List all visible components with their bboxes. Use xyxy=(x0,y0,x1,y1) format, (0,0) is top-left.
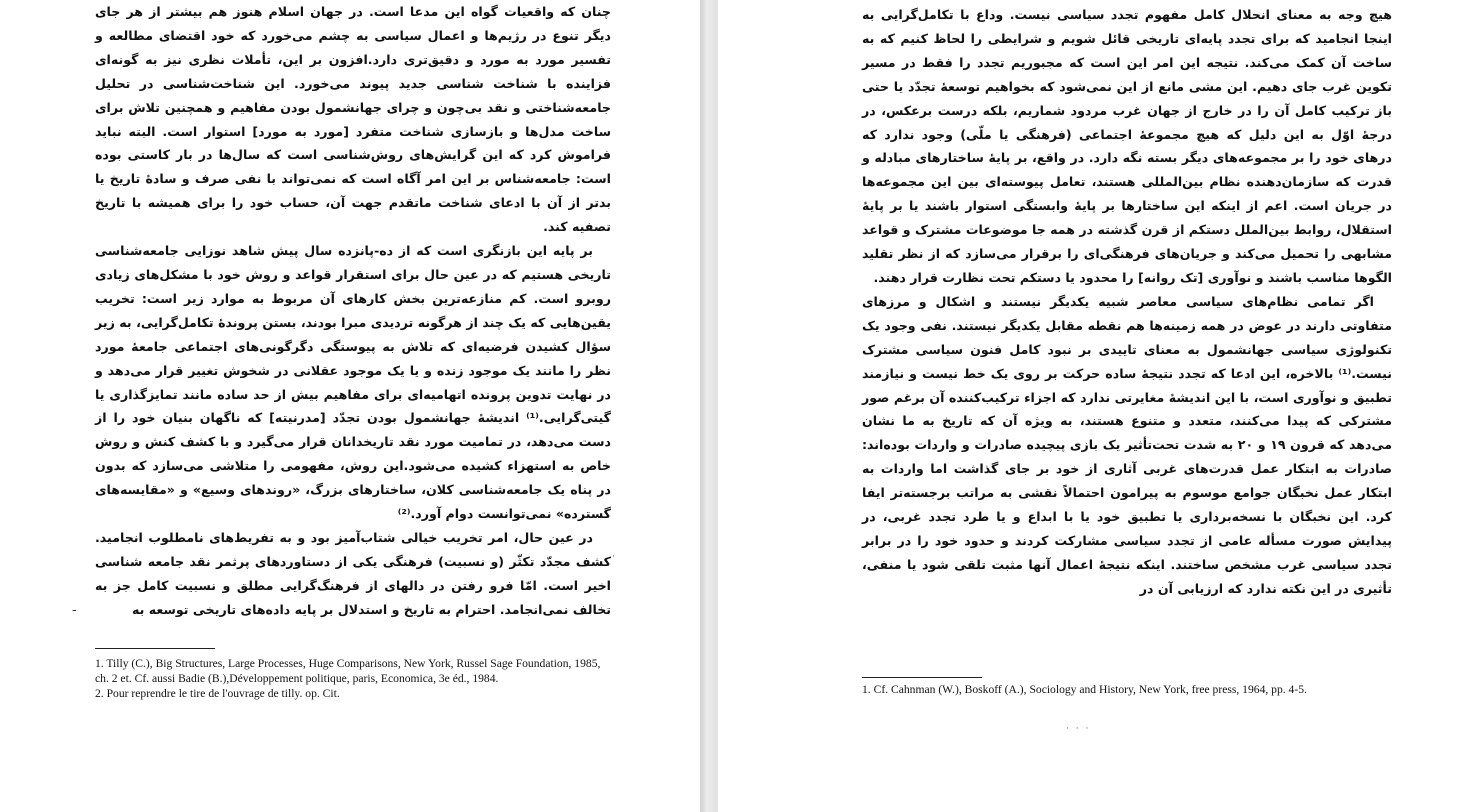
left-footnotes xyxy=(95,657,615,701)
scan-specks: · · · xyxy=(1066,724,1091,734)
left-page-body xyxy=(95,0,611,622)
right-footnotes xyxy=(862,683,1392,698)
right-paragraph-1: هیچ وجه به معنای انحلال کامل مفهوم تجدد سیاسی نیست. وداع با تکامل‌گرایی به اینجا انجامید که برای تجدد پایه‌ای تاریخی قائل شویم و شرایطی را لحاظ کنیم که به ساخت آن کمک می‌کند. نتیجه این امر این است که مجبوریم تجدد را فقط در مسیر تکوین غرب جای دهیم. این مشی مانع از این نمی‌شود که بخواهیم توسعهٔ تجدّد یا حتی باز ترکیب کامل آن را در خارج از جهان غرب مردود شماریم، بلکه درست برعکس، در درجهٔ اوّل به این دلیل که هیچ مجموعهٔ اجتماعی (فرهنگی یا ملّی) وجود ندارد که درهای خود را بر مجموعه‌های دیگر بسته نگه دارد. در واقع، بر پایهٔ ساختارهای مبادله و قدرت که سازمان‌دهنده نظام بین‌المللی هستند، تعامل پیوسته‌ای بین این مجموعه‌ها در جریان است. اعم از اینکه این ساختارها بر پایهٔ وابستگی استوار باشند یا بر پایهٔ استقلال، روابط بین‌الملل دستکم از قرن گذشته در همه جا موضوعات مشترک و قواعد مشابهی را تحمیل می‌کند و جریان‌های فرهنگی‌ای را برقرار می‌سازد که از نظر تقلید الگوها مناسب باشند و نوآوری [تک روانه] را محدود یا دستکم تحت نظارت قرار دهند. xyxy=(862,7,1392,285)
footnote-2: 2. Pour reprendre le tire de l'ouvrage de tilly. op. Cit. xyxy=(95,686,340,700)
left-page xyxy=(0,0,700,812)
right-page-body xyxy=(862,3,1392,601)
scan-specks: · xyxy=(612,552,617,562)
footnote-separator xyxy=(95,648,215,649)
right-paragraph-2: اگر تمامی نظام‌های سیاسی معاصر شبیه یکدیگر نیستند و اشکال و مرزهای متفاوتی دارند در عوض در همه زمینه‌ها هم نقطه مقابل یکدیگر نیستند. نفی وجود یک تکنولوژی سیاسی جهانشمول به معنای تاییدی بر نبود کامل فنون سیاسی مشترک نیست.⁽¹⁾ بالاخره، این ادعا که تجدد نتیجهٔ ساده حرکت بر روی یک خط نیست و نیازمند تطبیق و نوآوری است، با این اندیشهٔ مغایرتی ندارد که اجزاء ترکیب‌کننده آن برغم صور مشترکی که پیدا می‌کنند، متعدد و متنوع هستند، به ویژه آن که تاریخ به ما نشان می‌دهد که قرون ۱۹ و ۲۰ به شدت تحت‌تأثیر یک بازی پیچیده صادرات و واردات بوده‌اند: صادرات به ابتکار عمل قدرت‌های غربی آثاری از خود بر جای گذاشت اما واردات به ابتکار عمل نخبگان جوامع موسوم به پیرامون احتمالاً نقشی به مراتب برجسته‌تر ایفا کرد. این نخبگان با نسخه‌برداری یا تطبیق خود یا با ابداع و یا طرد تجدد غربی، در پیدایش صورت مسأله عامی از تجدد سیاسی مشارکت کردند و حدود خود را در برابر تجدد سیاسی غرب مشخص ساختند. اینکه نتیجهٔ اعمال آنها مثبت تلقی شود یا منفی، تأثیری در این نکته ندارد که ارزیابی آن در xyxy=(862,293,1392,596)
footnote-1: 1. Tilly (C.), Big Structures, Large Processes, Huge Comparisons, New York, Russel Sage Foundation, 1985, ch. 2 et. Cf. aussi Badie (B.),Développement politique, paris, Economica, 3e éd., 1984. xyxy=(95,657,601,685)
footnote-separator xyxy=(862,677,982,678)
footnote-1: 1. Cf. Cahnman (W.), Boskoff (A.), Sociology and History, New York, free press, 1964, pp. 4-5. xyxy=(862,683,1307,696)
left-paragraph-3: در عین حال، امر تخریب خیالی شتاب‌آمیز بود و به تفریط‌های نامطلوب انجامید. کشف مجدّد تکثّر (و نسبیت) فرهنگی یکی از دستاوردهای پرثمر نقد جامعه شناسی اخیر است. امّا فرو رفتن در دالهای از فرهنگ‌گرایی مطلق و نسبیت کامل جز به تخالف نمی‌انجامد. احترام به تاریخ و استدلال بر پایه داده‌های تاریخی توسعه به xyxy=(95,529,611,617)
page-gutter xyxy=(700,0,718,812)
scan-mark: - xyxy=(72,603,77,618)
left-paragraph-2: بر پایه این بازنگری است که از ده-پانزده سال پیش شاهد نوزایی جامعه‌شناسی تاریخی هستیم که در عین حال برای استقرار قواعد و روش خود با مشکل‌های زیادی روبرو است. کم منازعه‌ترین بخش کارهای آن مربوط به موارد زیر است: تخریب یقین‌هایی که یک چند از هرگونه تردیدی مبرا بودند، بستن پروندهٔ تکامل‌گرایی، به زیر سؤال کشیدن فرضیه‌ای که تلاش به پیوستگی دگرگونی‌های اجتماعی جامعهٔ مورد نظر را مانند یک موجود زنده و یا یک موجود عقلانی در شخوش تغییر قرار می‌دهد و در نهایت تدوین پرونده اتهامیه‌ای برای مفاهیم بیش از حد ساده مانند تمایزگذاری یا گیتی‌گرایی.⁽¹⁾ اندیشهٔ جهانشمول بودن تجدّد [مدرنیته] که ناگهان بنیان خود را از دست می‌دهد، در تمامیت مورد نقد تاریخدانان قرار می‌گیرد و با کشف کنش و روش خاص به استهزاء کشیده می‌شود.این روش، مفهومی را متلاشی می‌سازد که بدون در پناه یک جامعه‌شناسی کلان، ساختارهای بزرگ، «روندهای وسیع» و «مقایسه‌های گسترده» نمی‌توانست دوام آورد.⁽²⁾ xyxy=(95,243,611,522)
right-page xyxy=(718,0,1460,812)
left-paragraph-1: چنان که واقعیات گواه این مدعا است. در جهان اسلام هنوز هم بیشتر از هر جای دیگر تنوع در رژیم‌ها و اعمال سیاسی به چشم می‌خورد که خود اقتضای مطالعه و تفسیر مورد به مورد و دقیق‌تری دارد.افزون بر این، تأملات نظری نیز به گونه‌ای فزاینده با شناخت شناسی جدید پیوند می‌خورد. این شناخت‌شناسی در تحلیل جامعه‌شناختی و نقد بی‌چون و چرای جهانشمول بودن مفاهیم و همچنین تلاش برای ساخت مدل‌ها و بازسازی شناخت متفرد [مورد به مورد] استوار است. البته نباید فراموش کرد که این گرایش‌های روش‌شناسی است که سال‌ها در بار کاستی بوده است: جامعه‌شناس بر این امر آگاه است که نمی‌تواند با نفی صرف و سادهٔ تاریخ یا بدتر از آن با ادعای شناخت ماتقدم جهت آن، حساب خود را برای همیشه با تاریخ تصفیه کند. xyxy=(95,4,611,235)
